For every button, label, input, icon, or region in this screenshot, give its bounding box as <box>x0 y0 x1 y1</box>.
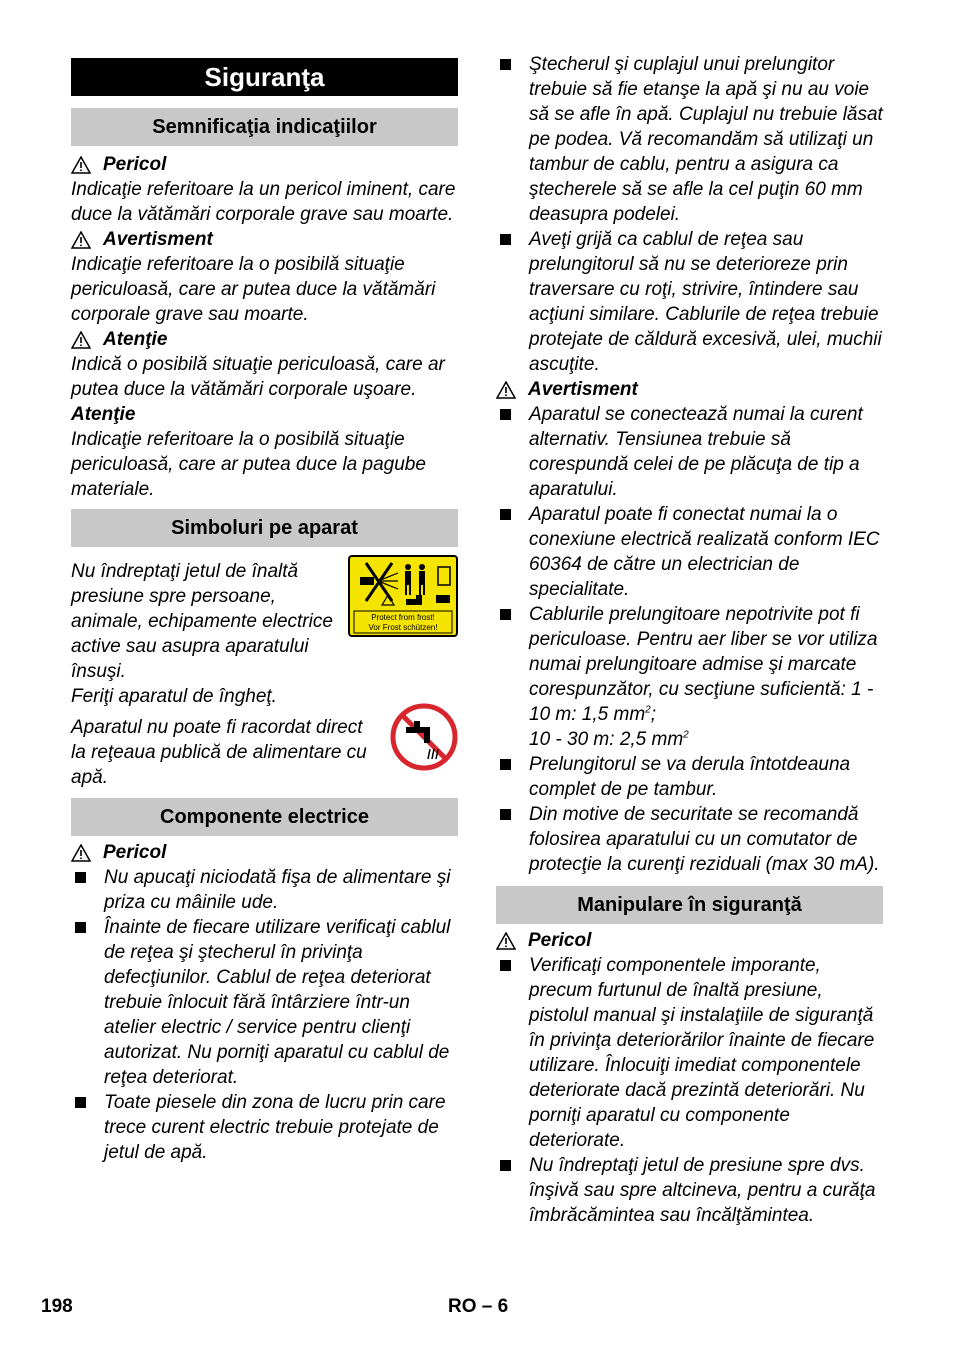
heading-pericol-label: Pericol <box>103 154 167 175</box>
symbol-frost-text: Nu îndreptaţi jetul de înaltă presiune spre persoane, animale, echipamente electrice active sau asupra aparatului însuşi. <box>71 561 333 682</box>
bullet-square-icon <box>500 1160 511 1171</box>
pericol-text: Indicaţie referitoare la un pericol iminent, care duce la vătămări corporale grave sau moarte. <box>71 179 456 225</box>
symbol-frost-text-2: Feriţi aparatul de îngheţ. <box>71 686 277 707</box>
heading-pericol-2 <box>71 840 458 865</box>
heading-atentie-label: Atenţie <box>103 329 168 350</box>
list-item: Aparatul poate fi conectat numai la o conexiune electrică realizată conform IEC 60364 de către un electrician de specialitate. <box>496 502 883 602</box>
heading-pericol-3-label: Pericol <box>528 930 592 951</box>
heading-avertisment-2 <box>496 377 883 402</box>
list-item: Ştecherul şi cuplajul unui prelungitor trebuie să fie etanşe la apă şi nu au voie să se afle în apă. Cuplajul nu trebuie lăsat pe podea. Vă recomandăm să utilizaţi un tambur de cablu, pentru a asigura ca ştecherele să se afle la cel puţin 60 mm deasupra podelei. <box>496 52 883 227</box>
bullet-square-icon <box>75 872 86 883</box>
bullet-square-icon <box>500 759 511 770</box>
list-item: Toate piesele din zona de lucru prin care trece curent electric trebuie protejate de jetul de apă. <box>71 1090 458 1165</box>
heading-avertisment-2-label: Avertisment <box>528 379 638 400</box>
atentie-text: Indică o posibilă situaţie periculoasă, care ar putea duce la vătămări corporale uşoare. <box>71 354 445 400</box>
list-item-cable: Cablurile prelungitoare nepotrivite pot fi periculoase. Pentru aer liber se vor utiliza numai prelungitoare admise şi marcate corespunzător, cu secţiune suficientă: 1 - 10 m: 1,5 $mm^2$; 10 - 30 m: 2,5 $mm^2$ <box>496 602 883 752</box>
list-item: Aveţi grijă ca cablul de reţea sau prelungitorul să nu se deterioreze prin traversare cu roţi, strivire, întindere sau acţiuni similare. Cablurile de reţea trebuie protejate de căldură excesivă, ulei, muchii ascuţite. <box>496 227 883 377</box>
frost-label-line1: Protect from frost! <box>371 613 435 622</box>
section-title-manipulare: Manipulare în siguranţă <box>496 886 883 924</box>
heading-atentie-material: Atenţie <box>71 404 136 425</box>
warning-triangle-icon <box>71 331 91 349</box>
bullet-square-icon <box>500 809 511 820</box>
bullet-square-icon <box>500 409 511 420</box>
list-item: Verificaţi componentele imporante, precum furtunul de înaltă presiune, pistolul manual şi instalaţiile de siguranţă în privinţa deteriorărilor înainte de fiecare utilizare. Înlocuiţi imediat componentele deteriorate dacă prezintă deteriorări. Nu porniţi aparatul cu componente deteriorate. <box>496 953 883 1153</box>
no-tap-connection-icon <box>390 703 458 771</box>
frost-label-line2: Vor Frost schützen! <box>368 623 438 632</box>
right-column <box>496 52 883 1228</box>
section-title-simboluri: Simboluri pe aparat <box>71 509 458 547</box>
bullet-square-icon <box>75 1097 86 1108</box>
bullet-square-icon <box>75 922 86 933</box>
list-item: Din motive de securitate se recomandă folosirea aparatului cu un comutator de protecţie la curenţi reziduali (max 30 mA). <box>496 802 883 877</box>
page-number: 198 <box>41 1296 73 1317</box>
heading-pericol <box>71 152 458 177</box>
heading-pericol-2-label: Pericol <box>103 842 167 863</box>
symbol-row-water <box>71 715 458 790</box>
heading-avertisment <box>71 227 458 252</box>
bullet-square-icon <box>500 509 511 520</box>
symbol-water-text: Aparatul nu poate fi racordat direct la reţeaua publică de alimentare cu apă. <box>71 717 367 788</box>
warning-triangle-icon <box>496 381 516 399</box>
page-title: Siguranţa <box>71 58 458 96</box>
list-item: Nu îndreptaţi jetul de presiune spre dvs. înşivă sau spre altcineva, pentru a curăţa îmbrăcămintea sau încălţămintea. <box>496 1153 883 1228</box>
avertisment-text: Indicaţie referitoare la o posibilă situaţie periculoasă, care ar putea duce la vătămări corporale grave sau moarte. <box>71 254 436 325</box>
heading-avertisment-label: Avertisment <box>103 229 213 250</box>
bullet-square-icon <box>500 609 511 620</box>
warning-triangle-icon <box>71 844 91 862</box>
warning-triangle-icon <box>71 231 91 249</box>
warning-triangle-icon <box>496 932 516 950</box>
bullet-square-icon <box>500 59 511 70</box>
list-item: Prelungitorul se va derula întotdeauna complet de pe tambur. <box>496 752 883 802</box>
bullet-square-icon <box>500 234 511 245</box>
left-column <box>71 50 458 1165</box>
page-label: RO – 6 <box>448 1296 509 1317</box>
list-item: Înainte de fiecare utilizare verificaţi cablul de reţea şi ştecherul în privinţa defecţiunilor. Cablul de reţea deteriorat trebuie înlocuit fără întârziere într-un atelier electric / service pentru clienţi autorizat. Nu porniţi aparatul cu cablul de reţea deteriorat. <box>71 915 458 1090</box>
heading-pericol-3 <box>496 928 883 953</box>
section-title-indicatii: Semnificaţia indicaţiilor <box>71 108 458 146</box>
symbol-row-frost <box>71 559 458 709</box>
list-item: Nu apucaţi niciodată fişa de alimentare şi priza cu mâinile ude. <box>71 865 458 915</box>
heading-atentie <box>71 327 458 352</box>
warning-triangle-icon <box>71 156 91 174</box>
frost-warning-label-icon <box>348 555 458 637</box>
list-item: Aparatul se conectează numai la curent alternativ. Tensiunea trebuie să corespundă celei de pe plăcuţa de tip a aparatului. <box>496 402 883 502</box>
section-title-componente: Componente electrice <box>71 798 458 836</box>
bullet-square-icon <box>500 960 511 971</box>
atentie-material-text: Indicaţie referitoare la o posibilă situaţie periculoasă, care ar putea duce la pagube materiale. <box>71 429 426 500</box>
